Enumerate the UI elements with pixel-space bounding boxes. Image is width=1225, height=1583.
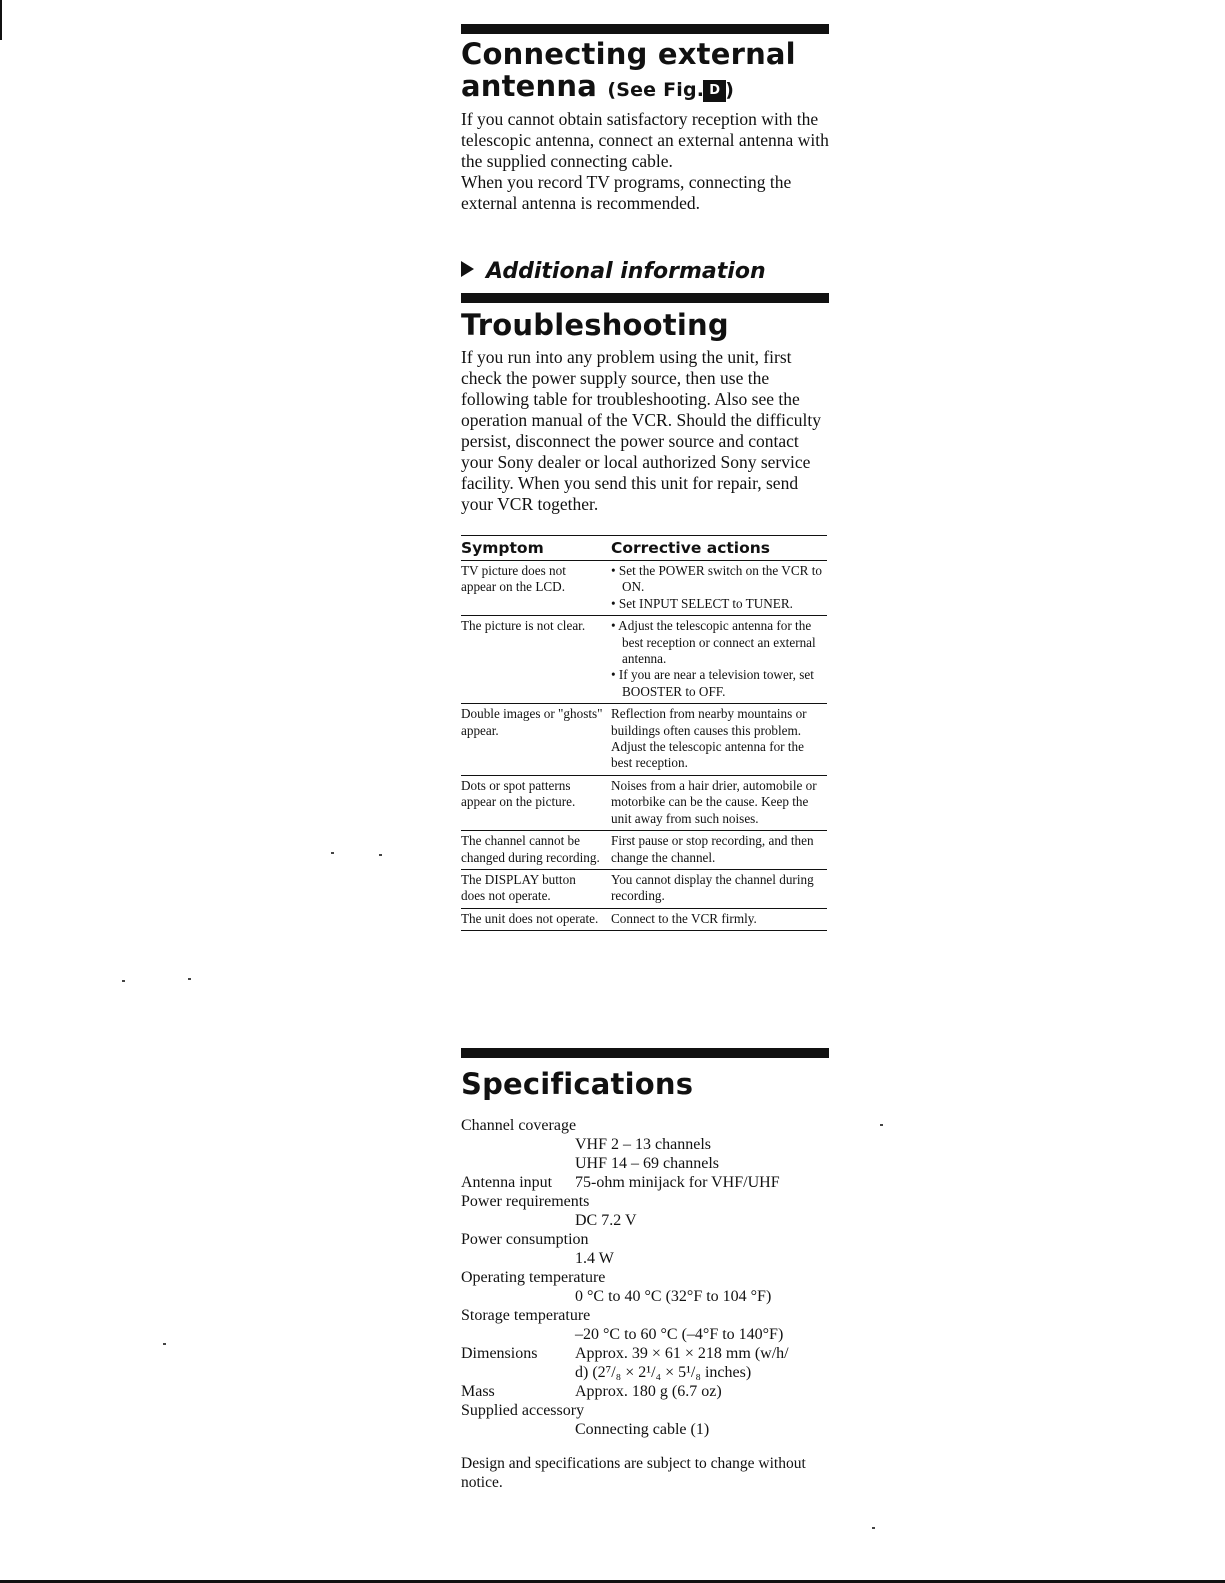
actions-cell	[611, 704, 827, 776]
spec-value: 0 °C to 40 °C (32°F to 104 °F)	[575, 1288, 772, 1305]
scan-speck	[880, 1124, 883, 1126]
scan-speck	[188, 978, 191, 980]
table-header-row	[461, 536, 827, 561]
action-item: You cannot display the channel during recording.	[611, 871, 814, 904]
section-rule	[461, 293, 829, 303]
spec-value: Connecting cable (1)	[575, 1421, 710, 1438]
table-row	[461, 704, 827, 776]
action-item: Noises from a hair drier, automobile or motorbike can be the cause. Keep the unit away from such noises.	[611, 777, 817, 826]
table-row	[461, 775, 827, 830]
table-row	[461, 561, 827, 616]
title-line2: antenna	[461, 69, 598, 103]
symptom-cell: TV picture does not appear on the LCD.	[461, 561, 611, 616]
section-additional-info	[461, 258, 829, 286]
scan-edge-left	[0, 0, 2, 40]
connecting-para1: If you cannot obtain satisfactory reception with the telescopic antenna, connect an external antenna with the supplied connecting cable.	[461, 109, 829, 171]
action-item: • Set the POWER switch on the VCR to ON.	[611, 563, 822, 595]
section-rule	[461, 1048, 829, 1058]
spec-list	[461, 1116, 829, 1439]
section-specifications	[461, 1048, 829, 1508]
specifications-title: Specifications	[461, 1067, 694, 1101]
symptom-cell: The picture is not clear.	[461, 616, 611, 704]
table-row	[461, 869, 827, 908]
scan-speck	[872, 1527, 875, 1529]
fig-suffix: )	[725, 79, 735, 101]
spec-note: Design and specifications are subject to change without notice.	[461, 1455, 806, 1491]
spec-row	[461, 1382, 829, 1401]
spec-value: 1.4 W	[575, 1250, 614, 1267]
actions-cell	[611, 869, 827, 908]
spec-value: d) (2⁷/₈ × 2¹/₄ × 5¹/₈ inches)	[575, 1364, 752, 1381]
symptom-cell: Double images or "ghosts" appear.	[461, 704, 611, 776]
spec-label: Dimensions	[461, 1345, 538, 1362]
spec-label: Storage temperature	[461, 1307, 591, 1324]
spec-label: Power requirements	[461, 1193, 590, 1210]
spec-label: Operating temperature	[461, 1269, 606, 1286]
spec-value: DC 7.2 V	[575, 1212, 637, 1229]
spec-row	[461, 1173, 829, 1192]
actions-cell	[611, 908, 827, 930]
triangle-arrow-icon	[461, 261, 474, 277]
troubleshooting-table	[461, 535, 827, 931]
spec-value: Approx. 180 g (6.7 oz)	[575, 1383, 722, 1400]
connecting-para2: When you record TV programs, connecting the external antenna is recommended.	[461, 172, 792, 213]
fig-letter-box: D	[704, 81, 725, 101]
col-symptom: Symptom	[461, 536, 611, 561]
scan-speck	[163, 1343, 166, 1345]
col-corrective-actions: Corrective actions	[611, 536, 827, 561]
symptom-cell: The channel cannot be changed during recording.	[461, 831, 611, 870]
spec-label: Antenna input	[461, 1174, 553, 1191]
section-connecting	[461, 24, 829, 214]
scan-speck	[331, 852, 334, 854]
table-row	[461, 616, 827, 704]
symptom-cell: The DISPLAY button does not operate.	[461, 869, 611, 908]
actions-cell	[611, 831, 827, 870]
troubleshooting-title: Troubleshooting	[461, 308, 729, 342]
symptom-cell: The unit does not operate.	[461, 908, 611, 930]
action-item: Adjust the telescopic antenna for the best reception.	[611, 739, 804, 771]
action-item: Connect to the VCR firmly.	[611, 910, 757, 926]
fig-prefix: (See Fig.	[607, 79, 705, 101]
spec-label: Power consumption	[461, 1231, 589, 1248]
symptom-cell: Dots or spot patterns appear on the picture.	[461, 775, 611, 830]
additional-info-heading	[461, 258, 829, 286]
spec-value: VHF 2 – 13 channels	[575, 1136, 711, 1153]
connecting-title	[461, 38, 829, 106]
spec-value: UHF 14 – 69 channels	[575, 1155, 719, 1172]
fig-reference	[607, 79, 734, 101]
action-item: • Adjust the telescopic antenna for the best reception or connect an external antenna.	[611, 618, 816, 667]
spec-value: 75-ohm minijack for VHF/UHF	[575, 1174, 780, 1191]
actions-cell	[611, 775, 827, 830]
action-item: • Set INPUT SELECT to TUNER.	[611, 595, 793, 611]
additional-info-label: Additional information	[486, 259, 766, 284]
actions-cell	[611, 561, 827, 616]
scan-speck	[379, 854, 382, 856]
action-item: Reflection from nearby mountains or buildings often causes this problem.	[611, 706, 807, 738]
actions-cell	[611, 616, 827, 704]
title-line1: Connecting external	[461, 37, 796, 71]
spec-label: Channel coverage	[461, 1117, 577, 1134]
spec-label: Supplied accessory	[461, 1402, 585, 1419]
troubleshooting-para: If you run into any problem using the unit, first check the power supply source, then use the following table for troubleshooting. Also see the operation manual of the VCR. Should the difficulty persist, disconnect the power source and contact your Sony dealer or local authorized Sony service facility. When you send this unit for repair, send your VCR together.	[461, 347, 821, 514]
spec-row	[461, 1344, 829, 1363]
spec-label: Mass	[461, 1383, 495, 1400]
spec-value: –20 °C to 60 °C (–4°F to 140°F)	[575, 1326, 784, 1343]
section-rule	[461, 24, 829, 34]
action-item: First pause or stop recording, and then change the channel.	[611, 833, 814, 865]
spec-value: Approx. 39 × 61 × 218 mm (w/h/	[575, 1345, 789, 1362]
table-row	[461, 908, 827, 930]
action-item: • If you are near a television tower, set BOOSTER to OFF.	[611, 667, 814, 699]
section-troubleshooting	[461, 293, 829, 931]
scan-speck	[122, 980, 125, 982]
table-row	[461, 831, 827, 870]
